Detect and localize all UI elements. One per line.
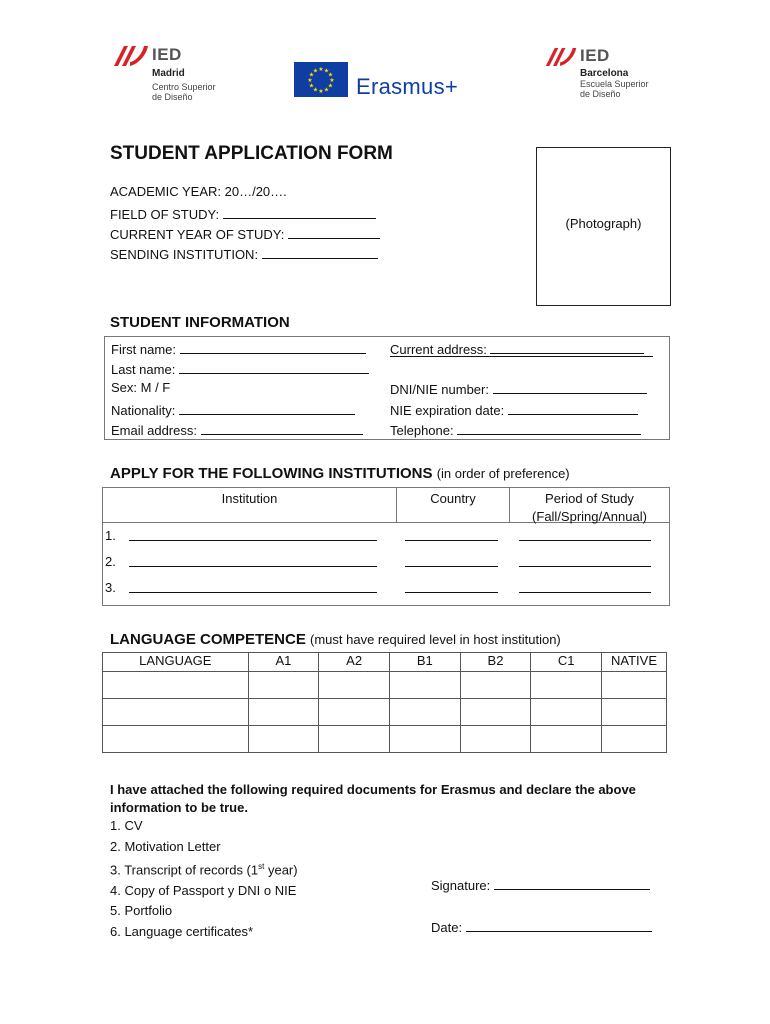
col-country: Country — [430, 491, 476, 506]
level-cell[interactable] — [460, 726, 531, 753]
inst-row-3-period[interactable] — [519, 592, 651, 593]
current-year-row — [110, 225, 380, 243]
doc-item-transcript: 3. Transcript of records (1st year) — [110, 862, 298, 878]
current-address-input[interactable] — [490, 340, 644, 354]
inst-row-2-period[interactable] — [519, 566, 651, 567]
svg-text:★: ★ — [327, 82, 334, 90]
ied-line2-left: de Diseño — [152, 92, 193, 102]
language-note: (must have required level in host institution) — [310, 632, 561, 647]
signature-row — [431, 876, 650, 894]
email-input[interactable] — [201, 421, 363, 435]
ied-swirl-icon — [112, 44, 150, 68]
inst-row-1-period[interactable] — [519, 540, 651, 541]
language-cell[interactable] — [103, 699, 249, 726]
inst-row-2-country[interactable] — [405, 566, 498, 567]
language-row — [103, 726, 667, 753]
photo-box[interactable] — [536, 147, 671, 306]
language-row — [103, 699, 667, 726]
photo-label: (Photograph) — [565, 216, 642, 231]
ied-city-right: Barcelona — [580, 68, 629, 79]
institutions-note: (in order of preference) — [436, 466, 570, 481]
svg-text:★: ★ — [318, 88, 324, 95]
level-cell[interactable] — [389, 672, 460, 699]
svg-text:★: ★ — [318, 66, 324, 73]
language-row — [103, 672, 667, 699]
erasmus-wordmark: Erasmus+ — [356, 74, 459, 99]
nationality-row — [111, 401, 355, 419]
dni-nie-input[interactable] — [493, 380, 647, 394]
dni-nie-label: DNI/NIE number: — [390, 382, 489, 397]
inst-row-2-num: 2. — [105, 554, 116, 569]
col-period-2: (Fall/Spring/Annual) — [532, 509, 647, 524]
level-cell[interactable] — [389, 726, 460, 753]
current-address-input-line2[interactable] — [390, 356, 653, 357]
level-cell[interactable] — [460, 699, 531, 726]
ied-city-left: Madrid — [152, 68, 185, 79]
level-cell[interactable] — [319, 726, 390, 753]
level-cell[interactable] — [319, 699, 390, 726]
telephone-label: Telephone: — [390, 423, 454, 438]
last-name-label: Last name: — [111, 362, 176, 377]
documents-list — [110, 816, 298, 942]
level-cell[interactable] — [389, 699, 460, 726]
sending-institution-input[interactable] — [262, 245, 378, 259]
level-cell[interactable] — [602, 699, 667, 726]
svg-text:★: ★ — [307, 77, 313, 84]
language-table — [102, 652, 667, 753]
signature-input[interactable] — [494, 876, 650, 890]
field-of-study-input[interactable] — [223, 205, 376, 219]
first-name-label: First name: — [111, 342, 177, 357]
level-cell[interactable] — [248, 672, 319, 699]
doc-item-portfolio: 5. Portfolio — [110, 903, 173, 919]
level-cell[interactable] — [531, 672, 602, 699]
institutions-heading — [110, 465, 570, 482]
eu-flag-icon — [294, 62, 348, 97]
svg-text:★: ★ — [329, 77, 335, 84]
email-label: Email address: — [111, 423, 197, 438]
col-b2: B2 — [460, 653, 531, 672]
svg-text:★: ★ — [312, 86, 319, 94]
inst-row-1-name[interactable] — [129, 540, 377, 541]
declaration-text: I have attached the following required documents for Erasmus and declare the above information to be true. — [110, 782, 636, 815]
student-info-heading: STUDENT INFORMATION — [110, 314, 290, 331]
email-row — [111, 421, 363, 439]
telephone-input[interactable] — [457, 421, 641, 435]
current-year-label: CURRENT YEAR OF STUDY: — [110, 227, 285, 242]
col-a1: A1 — [248, 653, 319, 672]
date-row — [431, 918, 652, 936]
level-cell[interactable] — [248, 726, 319, 753]
first-name-row — [111, 340, 366, 358]
date-input[interactable] — [466, 918, 652, 932]
level-cell[interactable] — [319, 672, 390, 699]
ied-line2-right: de Diseño — [580, 89, 621, 99]
field-of-study-row — [110, 205, 376, 223]
sex-label[interactable]: Sex: M / F — [111, 380, 171, 395]
svg-text:★: ★ — [312, 67, 319, 75]
language-header-row — [103, 653, 667, 672]
student-info-box — [104, 336, 670, 440]
sending-institution-row — [110, 245, 378, 263]
inst-row-1-country[interactable] — [405, 540, 498, 541]
last-name-input[interactable] — [179, 360, 369, 374]
ied-brand-right: IED — [580, 46, 610, 65]
nie-expiration-input[interactable] — [508, 401, 638, 415]
nationality-label: Nationality: — [111, 403, 176, 418]
language-cell[interactable] — [103, 726, 249, 753]
col-native: NATIVE — [602, 653, 667, 672]
svg-text:★: ★ — [327, 71, 334, 79]
inst-row-3-country[interactable] — [405, 592, 498, 593]
institutions-table — [102, 487, 670, 606]
nie-expiration-label: NIE expiration date: — [390, 403, 505, 418]
signature-label: Signature: — [431, 878, 491, 893]
col-institution: Institution — [221, 491, 278, 506]
svg-text:★: ★ — [323, 86, 330, 94]
academic-year-label: ACADEMIC YEAR: 20…/20…. — [110, 184, 287, 199]
svg-text:★: ★ — [323, 67, 330, 75]
nationality-input[interactable] — [179, 401, 355, 415]
ied-swirl-icon — [544, 46, 578, 68]
level-cell[interactable] — [602, 726, 667, 753]
nie-expiration-row — [390, 401, 638, 419]
level-cell[interactable] — [602, 672, 667, 699]
last-name-row — [111, 360, 369, 378]
language-cell[interactable] — [103, 672, 249, 699]
form-title: STUDENT APPLICATION FORM — [110, 143, 393, 164]
col-language: LANGUAGE — [103, 653, 249, 672]
col-a2: A2 — [319, 653, 390, 672]
level-cell[interactable] — [531, 699, 602, 726]
first-name-input[interactable] — [180, 340, 366, 354]
institutions-heading-text: APPLY FOR THE FOLLOWING INSTITUTIONS — [110, 465, 433, 482]
level-cell[interactable] — [460, 672, 531, 699]
ied-brand-left: IED — [152, 45, 182, 64]
doc-item-language: 6. Language certificates* — [110, 923, 254, 939]
col-b1: B1 — [389, 653, 460, 672]
ied-line1-right: Escuela Superior — [580, 79, 649, 89]
svg-text:★: ★ — [308, 71, 315, 79]
telephone-row — [390, 421, 641, 439]
date-label: Date: — [431, 920, 463, 935]
col-period-1: Period of Study — [545, 491, 634, 506]
sending-institution-label: SENDING INSTITUTION: — [110, 247, 259, 262]
doc-item-passport: 4. Copy of Passport y DNI o NIE — [110, 882, 297, 898]
doc-item-motivation: 2. Motivation Letter — [110, 838, 221, 854]
inst-row-2-name[interactable] — [129, 566, 377, 567]
level-cell[interactable] — [531, 726, 602, 753]
inst-row-3-num: 3. — [105, 580, 116, 595]
col-c1: C1 — [531, 653, 602, 672]
field-of-study-label: FIELD OF STUDY: — [110, 207, 220, 222]
inst-row-1-num: 1. — [105, 528, 116, 543]
language-heading — [110, 631, 561, 648]
current-year-input[interactable] — [288, 225, 380, 239]
inst-row-3-name[interactable] — [129, 592, 377, 593]
language-heading-text: LANGUAGE COMPETENCE — [110, 631, 306, 648]
current-address-label: Current address: — [390, 342, 487, 357]
level-cell[interactable] — [248, 699, 319, 726]
ied-line1-left: Centro Superior — [152, 82, 216, 92]
svg-text:★: ★ — [308, 82, 315, 90]
doc-item-cv: 1. CV — [110, 818, 143, 833]
dni-nie-row — [390, 380, 647, 398]
